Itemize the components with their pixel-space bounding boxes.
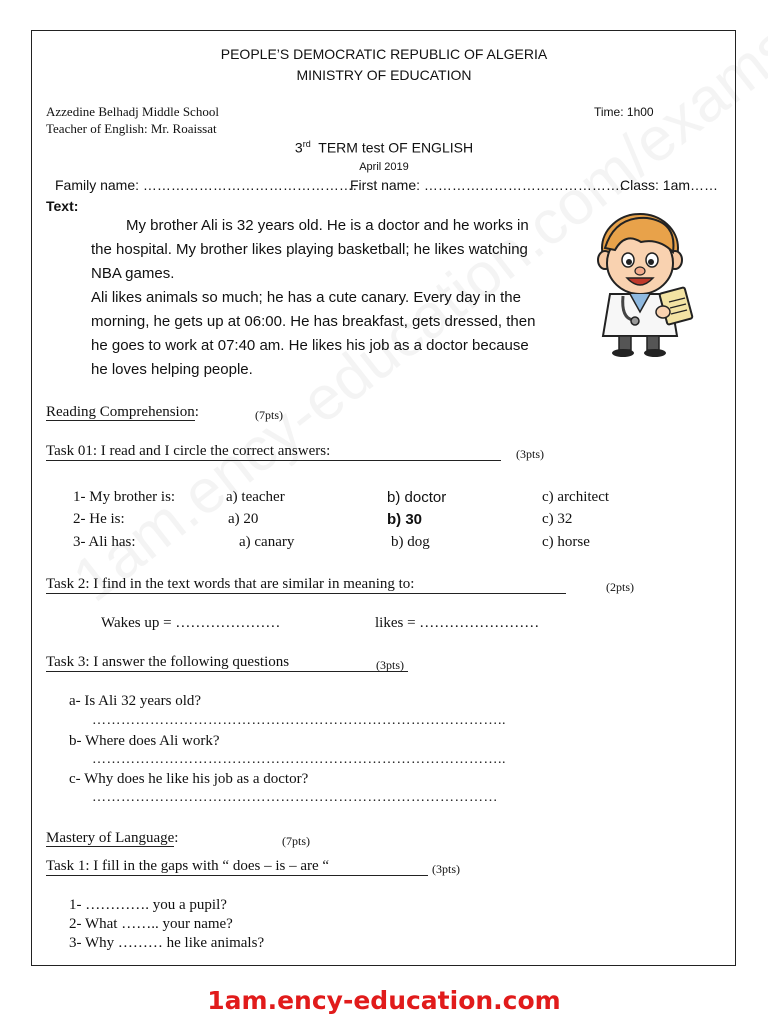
text-line-1: My brother Ali is 32 years old. He is a doctor and he works in: [126, 217, 529, 234]
task3-answer-line-a: …………………………………………………………………………..: [92, 713, 506, 728]
mastery-heading: Mastery of Language:: [46, 830, 179, 846]
task3-points: (3pts): [376, 658, 404, 672]
task1-q1-c: c) architect: [542, 489, 610, 505]
footer-website-link[interactable]: 1am.ency-education.com: [207, 986, 561, 1015]
task3-answer-line-c: …………………………………………………………………………: [92, 790, 498, 805]
task1-title: Task 01: I read and I circle the correct answers:: [46, 443, 501, 461]
task3-question-b: b- Where does Ali work?: [69, 733, 220, 749]
task1-q2-a: a) 20: [228, 511, 259, 527]
task1-q1: 1- My brother is:: [73, 489, 176, 505]
task1-q2-b: b) 30: [387, 511, 423, 528]
exam-time: Time: 1h00: [594, 105, 654, 119]
task2-points: (2pts): [606, 580, 634, 594]
text-label: Text:: [46, 198, 79, 214]
gap-task-points: (3pts): [432, 862, 460, 876]
test-date: April 2019: [359, 161, 409, 173]
text-line-2: the hospital. My brother likes playing basketball; he likes watching: [91, 241, 528, 258]
doctor-illustration: [585, 208, 710, 358]
class-field: Class: 1am……: [620, 177, 719, 193]
test-title: 3rd TERM test OF ENGLISH: [294, 139, 474, 156]
task1-q2-c: c) 32: [542, 511, 573, 527]
gap-task-title: Task 1: I fill in the gaps with “ does – is – are “: [46, 858, 428, 876]
first-name-field: First name: …………………………………….: [350, 177, 624, 193]
reading-comprehension-heading: Reading Comprehension:: [46, 404, 199, 420]
task1-points: (3pts): [516, 447, 544, 461]
ministry-heading: MINISTRY OF EDUCATION: [296, 67, 472, 83]
task1-q1-a: a) teacher: [226, 489, 285, 505]
gap-item-3: 3- Why ……… he like animals?: [69, 935, 265, 951]
text-line-6: he goes to work at 07:40 am. He likes his job as a doctor because: [91, 337, 529, 354]
country-heading: PEOPLE’S DEMOCRATIC REPUBLIC OF ALGERIA: [220, 46, 548, 62]
task1-q3-a: a) canary: [239, 534, 295, 550]
gap-item-1: 1- …………. you a pupil?: [69, 897, 227, 913]
reading-points: (7pts): [255, 408, 283, 422]
task2-title: Task 2: I find in the text words that are similar in meaning to:: [46, 576, 566, 594]
task2-likes: likes = ……………………: [375, 615, 540, 631]
school-name: Azzedine Belhadj Middle School: [46, 104, 219, 119]
mastery-points: (7pts): [282, 834, 310, 848]
task3-question-a: a- Is Ali 32 years old?: [69, 693, 202, 709]
gap-item-2: 2- What …….. your name?: [69, 916, 233, 932]
task1-q2: 2- He is:: [73, 511, 125, 527]
text-line-4: Ali likes animals so much; he has a cute canary. Every day in the: [91, 289, 521, 306]
task3-title: Task 3: I answer the following questions: [46, 654, 408, 672]
task1-q3-b: b) dog: [391, 534, 430, 550]
task3-question-c: c- Why does he like his job as a doctor?: [69, 771, 309, 787]
task1-q3: 3- Ali has:: [73, 534, 136, 550]
task1-q1-b: b) doctor: [387, 489, 447, 506]
text-line-5: morning, he gets up at 06:00. He has breakfast, gets dressed, then: [91, 313, 536, 330]
task3-answer-line-b: …………………………………………………………………………..: [92, 752, 506, 767]
task1-q3-c: c) horse: [542, 534, 590, 550]
text-line-3: NBA games.: [91, 265, 175, 282]
task2-wakes-up: Wakes up = …………………: [101, 615, 281, 631]
family-name-field: Family name: ……………………………………….: [55, 177, 357, 193]
teacher-name: Teacher of English: Mr. Roaissat: [46, 121, 217, 136]
text-line-7: he loves helping people.: [91, 361, 253, 378]
